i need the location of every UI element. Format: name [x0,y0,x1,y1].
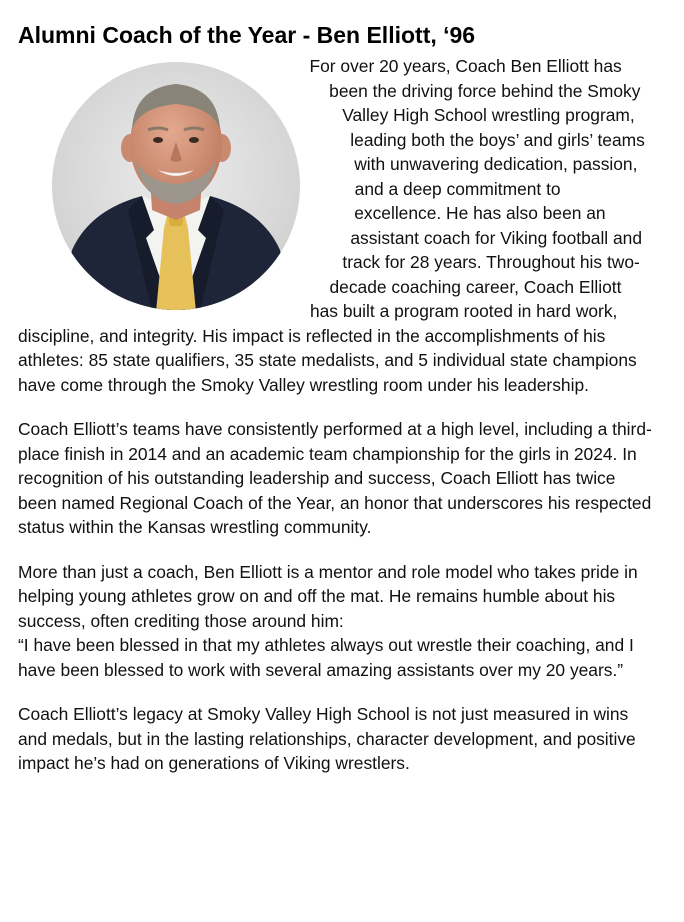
paragraph-mentor: More than just a coach, Ben Elliott is a mentor and role model who takes pride in helping young athletes grow on and off the mat. He remains humble about his success, often crediting those around him: [18,561,638,631]
paragraph-intro: For over 20 years, Coach Ben Elliott has been the driving force behind the Smoky Valley High School wrestling program, leading both the boys’ and girls’ teams with unwavering dedication, passion, and a deep commitment to excellence. He has also been an assistant coach for Viking football and track for 28 years. Throughout his two-decade coaching career, Coach Elliott has built a program rooted in hard work, discipline, and integrity. His impact is reflected in the accomplishments of his athletes: 85 state qualifiers, 35 state medalists, and 5 individual state champions have come through the Smoky Valley wrestling room under his leadership. [18,56,645,395]
quote: “I have been blessed in that my athletes always out wrestle their coaching, and I have been blessed to work with several amazing assistants over my 20 years.” [18,635,634,680]
paragraph-legacy: Coach Elliott’s legacy at Smoky Valley High School is not just measured in wins and medals, but in the lasting relationships, character development, and positive impact he’s had on generations of Viking wrestlers. [18,704,636,773]
paragraph-teams: Coach Elliott’s teams have consistently performed at a high level, including a third-place finish in 2014 and an academic team championship for the girls in 2024. In recognition of his outstanding leadership and success, Coach Elliott has twice been named Regional Coach of the Year, an honor that underscores his respected status within the Kansas wrestling community. [18,419,652,537]
page-title: Alumni Coach of the Year - Ben Elliott, ‘96 [18,22,476,48]
coach-portrait-icon [50,60,336,312]
